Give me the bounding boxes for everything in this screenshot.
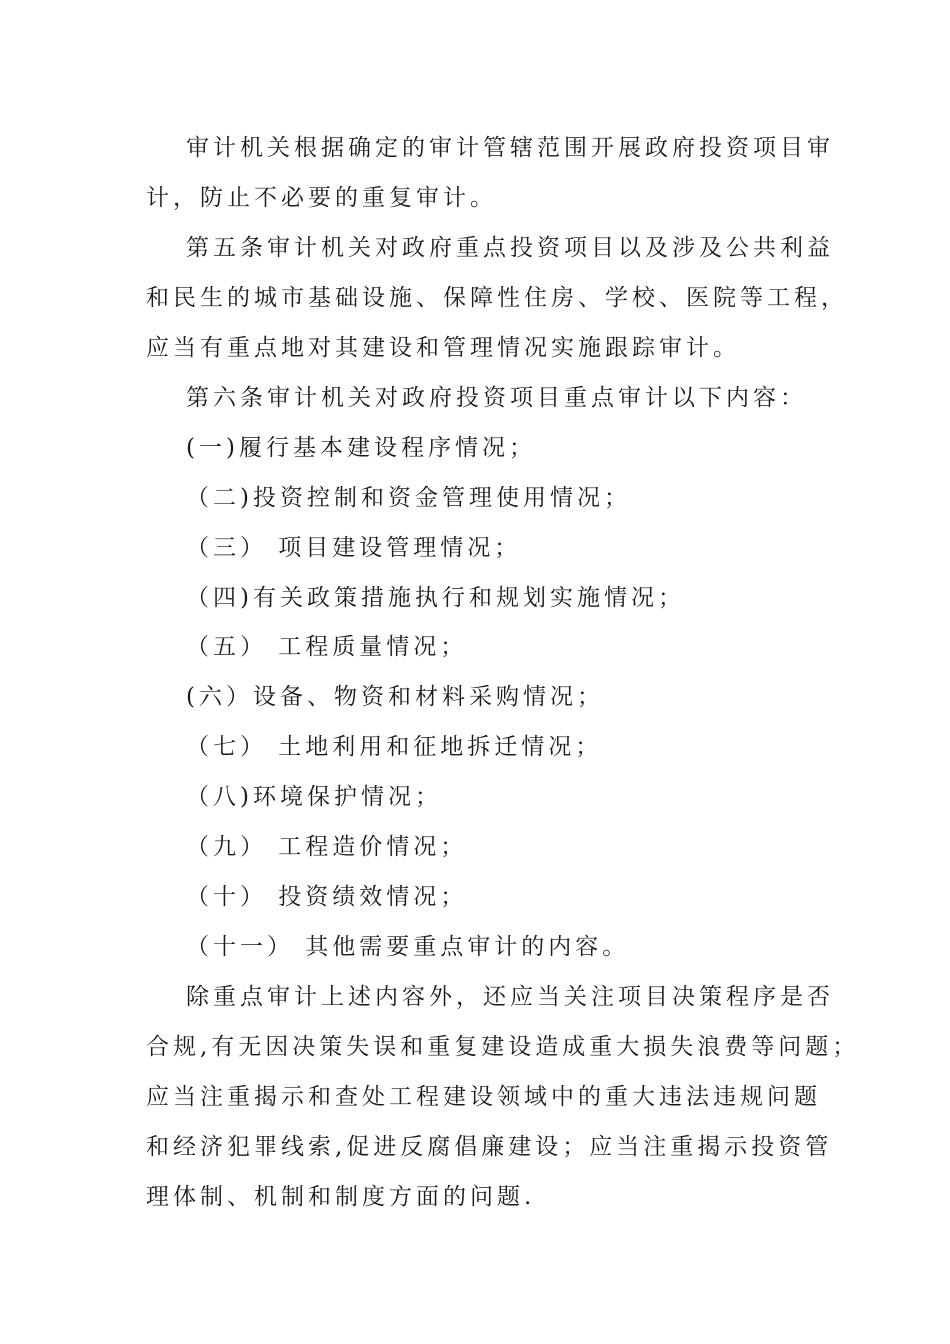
text-line-12: (六）设备、物资和材料采购情况； [186,684,604,710]
text-line-22: 理体制、机制和制度方面的问题. [146,1184,536,1210]
text-line-17: （十一） 其他需要重点审计的内容。 [186,934,630,960]
text-line-7: (一)履行基本建设程序情况； [186,435,536,461]
text-line-10: （四)有关政策措施执行和规划实施情况； [186,585,685,611]
text-line-4: 和民生的城市基础设施、保障性住房、学校、医院等工程， [146,285,848,311]
text-line-11: （五） 工程质量情况； [186,634,468,660]
text-line-16: （十） 投资绩效情况； [186,884,468,910]
text-line-5: 应当有重点地对其建设和管理情况实施跟踪审计。 [146,335,740,361]
text-line-8: （二)投资控制和资金管理使用情况； [186,485,631,511]
text-line-14: （八)环境保护情况； [186,784,442,810]
text-line-13: （七） 土地利用和征地拆迁情况； [186,734,603,760]
text-line-9: （三） 项目建设管理情况； [186,535,522,561]
text-line-1: 审计机关根据确定的审计管辖范围开展政府投资项目审 [186,135,834,161]
text-line-18: 除重点审计上述内容外，还应当关注项目决策程序是否 [186,984,834,1010]
text-line-2: 计，防止不必要的重复审计。 [146,185,497,211]
text-line-21: 和经济犯罪线索,促进反腐倡廉建设；应当注重揭示投资管 [146,1134,833,1160]
text-line-15: （九） 工程造价情况； [186,834,468,860]
text-line-19: 合规,有无因决策失误和重复建设造成重大损失浪费等问题； [146,1034,860,1060]
text-line-3: 第五条审计机关对政府重点投资项目以及涉及公共利益 [186,235,834,261]
text-line-20: 应当注重揭示和查处工程建设领域中的重大违法违规问题 [146,1084,821,1110]
text-line-6: 第六条审计机关对政府投资项目重点审计以下内容： [186,385,807,411]
